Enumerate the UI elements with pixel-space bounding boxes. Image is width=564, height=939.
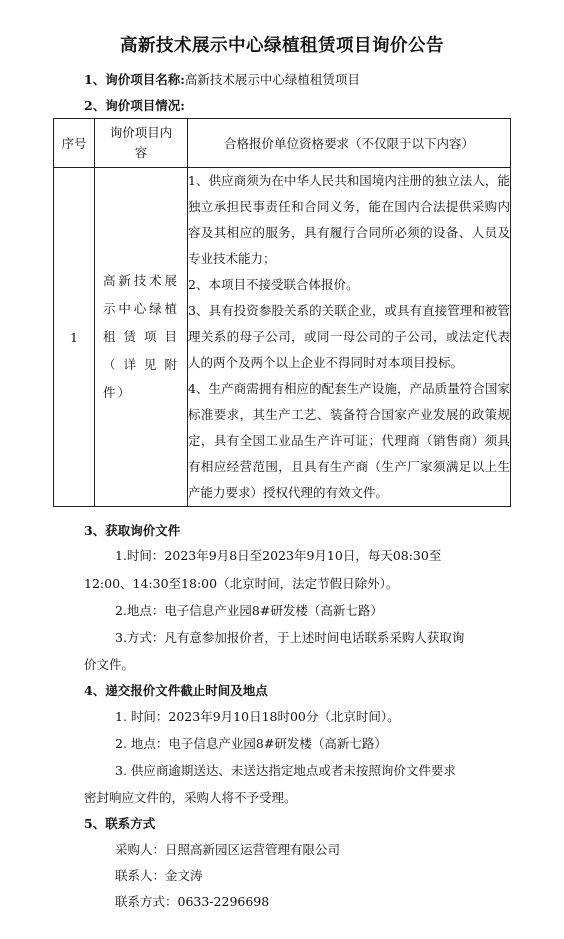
table-header-row [54,119,511,168]
project-name: 高新技术展示中心绿植租赁项目 [184,72,360,87]
deadline-place: 2. 地点：电子信息产业园8#研发楼（高新七路） [115,736,387,751]
contact-phone: 联系方式：0633-2296698 [115,894,270,909]
buyer: 采购人：日照高新园区运营管理有限公司 [115,842,341,857]
row-requirements [188,168,511,507]
table-row [54,168,511,507]
deadline-rule: 3. 供应商逾期送达、未送达指定地点或者未按照询价文件要求 [115,763,456,778]
requirement-2: 2、本项目不接受联合体报价。 [188,277,359,292]
get-doc-method: 3.方式：凡有意参加报价者，于上述时间电话联系采购人获取询 [115,630,465,645]
deadline-time: 1. 时间：2023年9月10日18时00分（北京时间）。 [115,709,400,724]
requirements-table [53,118,511,507]
notice-title: 高新技术展示中心绿植租赁项目询价公告 [120,36,444,56]
section-5-label: 5、联系方式 [84,816,156,831]
row-no: 1 [54,168,95,507]
requirement-1: 1、供应商须为在中华人民共和国境内注册的独立法人，能独立承担民事责任和合同义务，能在国内合法提供采购内容及其相应的服务，具有履行合同所必须的设备、人员及专业技术能力； [188,173,510,266]
requirement-3: 3、具有投资参股关系的关联企业，或具有直接管理和被管理关系的母子公司，或同一母公司的子公司，或法定代表人的两个及两个以上企业不得同时对本项目投标。 [188,303,510,370]
requirement-4: 4、生产商需拥有相应的配套生产设施，产品质量符合国家标准要求，其生产工艺、装备符合国家产业发展的政策规定，具有全国工业品生产许可证；代理商（销售商）须具有相应经营范围，且具有生产商（生产厂家须满足以上生产能力要求）授权代理的有效文件。 [188,381,510,500]
row-item: 高新技术展示中心绿植租赁项目（详见附件） [103,273,179,400]
section-2-label: 2、询价项目情况: [84,98,185,113]
section-4-label: 4、递交报价文件截止时间及地点 [84,683,268,698]
header-no: 序号 [54,119,95,168]
section-3-label: 3、获取询价文件 [84,523,181,538]
get-doc-place: 2.地点：电子信息产业园8#研发楼（高新七路） [115,603,383,618]
contact-person: 联系人：金文涛 [115,868,203,883]
get-doc-time: 1.时间：2023年9月8日至2023年9月10日，每天08:30至 [115,548,442,563]
get-doc-method-cont: 价文件。 [84,657,135,672]
get-doc-time-cont: 12:00、14:30至18:00（北京时间，法定节假日除外）。 [84,576,399,591]
header-requirements: 合格报价单位资格要求（不仅限于以下内容） [188,119,511,168]
deadline-rule-cont: 密封响应文件的，采购人将不予受理。 [84,790,297,805]
section-1 [84,70,360,88]
section-1-label: 1、询价项目名称: [84,72,185,87]
header-item: 询价项目内容 [95,119,188,168]
